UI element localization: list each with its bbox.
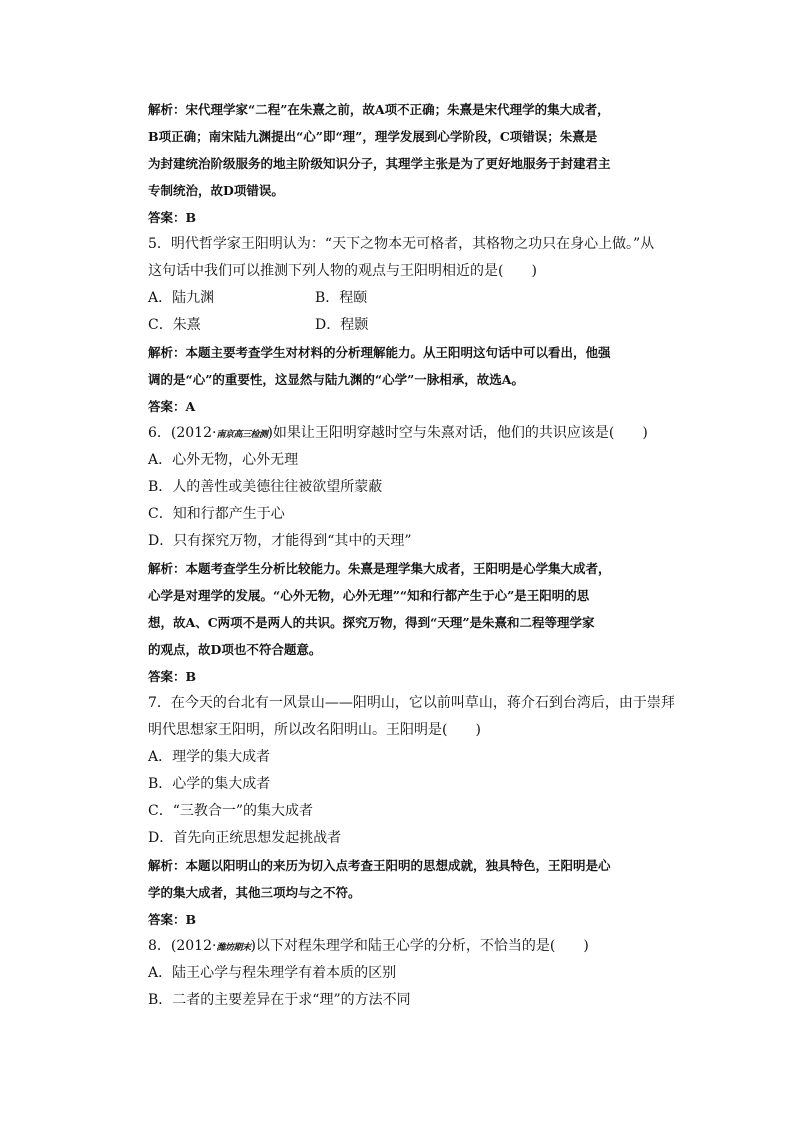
option-d: D．只有探究万物，才能得到“其中的天理” <box>148 533 412 549</box>
question-stem <box>148 420 680 447</box>
analysis-line: 想，故A、C两项不是两人的共识。探究万物，得到“天理”是朱熹和二程等理学家 <box>148 615 595 630</box>
option-d: D．首先向正统思想发起挑战者 <box>148 830 342 846</box>
option-b: B．心学的集大成者 <box>148 776 271 792</box>
question-number: 8．(2012· <box>148 938 217 954</box>
question-stem: 5．明代哲学家王阳明认为：“天下之物本无可格者，其格物之功只在身心上做。”从 <box>148 236 655 252</box>
question-text: )以下对程朱理学和陆王心学的分析，不恰当的是( ) <box>250 938 589 954</box>
analysis-line: 学的集大成者，其他三项均与之不符。 <box>148 885 361 900</box>
analysis-q4 <box>148 96 680 231</box>
analysis-line: 解析：本题主要考查学生对材料的分析理解能力。从王阳明这句话中可以看出，他强 <box>148 345 611 360</box>
answer-line: 答案：B <box>148 912 197 927</box>
analysis-line: 专制统治，故D项错误。 <box>148 183 284 198</box>
analysis-line: 调的是“心”的重要性，这显然与陆九渊的“心学”一脉相承，故选A。 <box>148 372 524 387</box>
option-a: A．陆九渊 <box>148 290 215 306</box>
question-6 <box>148 420 680 690</box>
question-stem: 明代思想家王阳明，所以改名阳明山。王阳明是( ) <box>148 722 481 738</box>
analysis-line: 解析：本题以阳明山的来历为切入点考查王阳明的思想成就，独具特色，王阳明是心 <box>148 858 611 873</box>
question-text: )如果让王阳明穿越时空与朱熹对话，他们的共识应该是( ) <box>267 425 648 441</box>
analysis-line: 为封建统治阶级服务的地主阶级知识分子，其理学主张是为了更好地服务于封建君主 <box>148 156 611 171</box>
question-5 <box>148 231 680 420</box>
question-source: 潍坊期末 <box>216 943 251 953</box>
option-c: C．知和行都产生于心 <box>148 506 285 522</box>
answer-line: 答案：B <box>148 669 197 684</box>
question-stem: 这句话中我们可以推测下列人物的观点与王阳明相近的是( ) <box>148 263 537 279</box>
document-page <box>148 96 680 1014</box>
option-row <box>148 285 680 312</box>
option-c: C．朱熹 <box>148 317 201 333</box>
question-source: 南京高三检测 <box>216 430 268 440</box>
option-a: A．陆王心学与程朱理学有着本质的区别 <box>148 965 397 981</box>
question-7 <box>148 690 680 933</box>
question-8 <box>148 933 680 1014</box>
option-a: A．心外无物，心外无理 <box>148 452 299 468</box>
option-b: B．二者的主要差异在于求“理”的方法不同 <box>148 992 411 1008</box>
analysis-line: 解析：宋代理学家“二程”在朱熹之前，故A项不正确；朱熹是宋代理学的集大成者， <box>148 102 610 117</box>
question-number: 6．(2012· <box>148 425 217 441</box>
analysis-line: B项正确；南宋陆九渊提出“心”即“理”，理学发展到心学阶段，C项错误；朱熹是 <box>148 129 598 144</box>
analysis-line: 解析：本题考查学生分析比较能力。朱熹是理学集大成者，王阳明是心学集大成者， <box>148 561 611 576</box>
analysis-line: 心学是对理学的发展。“心外无物，心外无理”“知和行都产生于心”是王阳明的思 <box>148 588 590 603</box>
answer-line: 答案：B <box>148 210 197 225</box>
question-stem: 7．在今天的台北有一风景山——阳明山，它以前叫草山，蒋介石到台湾后，由于崇拜 <box>148 695 675 711</box>
option-row <box>148 312 680 339</box>
analysis-line: 的观点，故D项也不符合题意。 <box>148 642 322 657</box>
option-a: A．理学的集大成者 <box>148 749 271 765</box>
option-b: B．程颐 <box>315 290 368 306</box>
option-b: B．人的善性或美德往往被欲望所蒙蔽 <box>148 479 383 495</box>
option-d: D．程颢 <box>315 317 369 333</box>
option-c: C．“三教合一”的集大成者 <box>148 803 314 819</box>
answer-line: 答案：A <box>148 399 196 414</box>
question-stem <box>148 933 680 960</box>
